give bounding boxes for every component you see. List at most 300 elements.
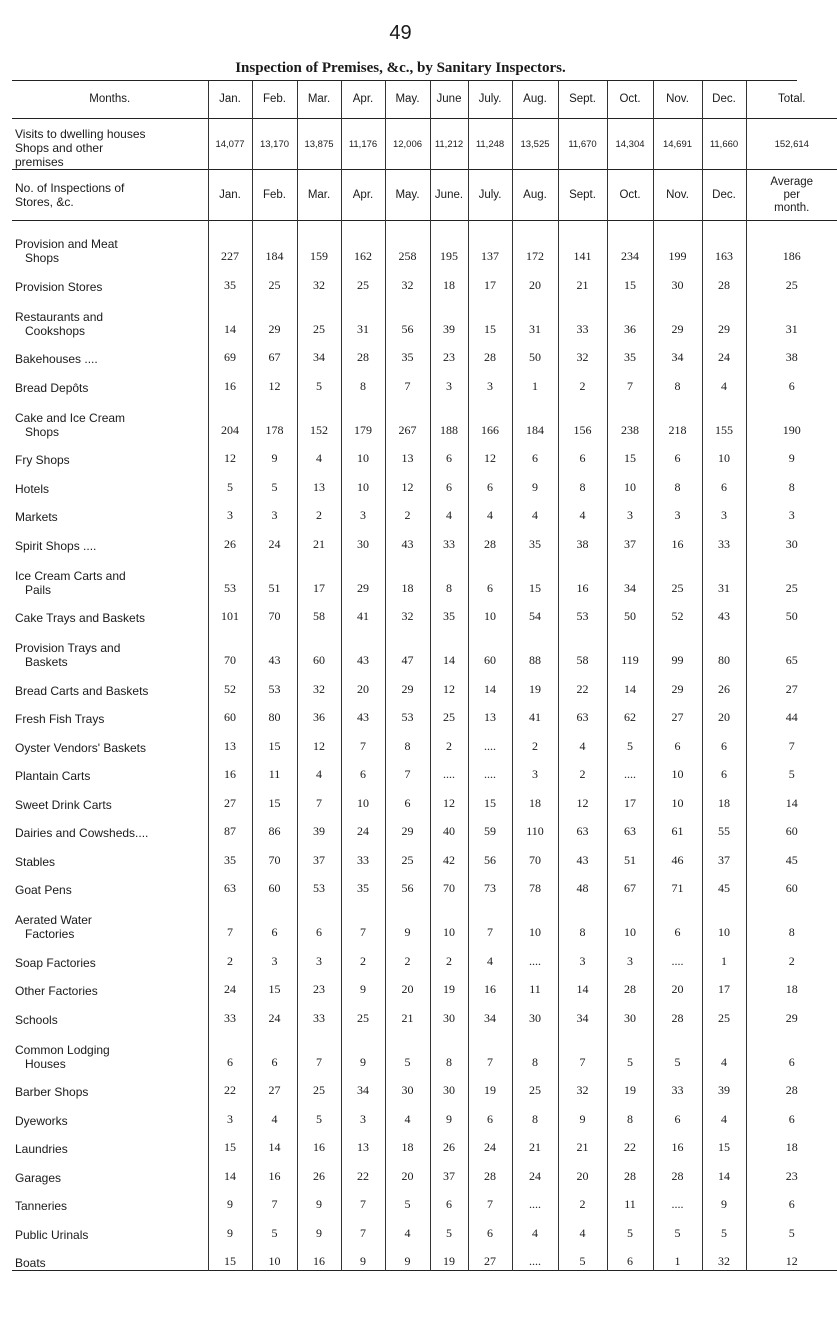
month-value: 19 bbox=[430, 1242, 468, 1271]
row-label-line: Cake Trays and Baskets bbox=[15, 611, 146, 625]
top-rule bbox=[12, 80, 797, 81]
month-value: 38 bbox=[558, 524, 607, 553]
row-label-line: Plantain Carts bbox=[15, 769, 91, 783]
row-label-line: Spirit Shops .... bbox=[15, 538, 97, 553]
month-value: 204 bbox=[208, 395, 252, 439]
table-row bbox=[12, 524, 837, 553]
month-value: 73 bbox=[468, 869, 512, 898]
month-value: 26 bbox=[702, 669, 746, 698]
row-label-line: Cookshops bbox=[25, 323, 86, 338]
month-header: Nov. bbox=[653, 80, 702, 119]
visits-value: 13,170 bbox=[252, 119, 297, 170]
row-label bbox=[12, 669, 208, 698]
month-value: 27 bbox=[653, 698, 702, 727]
row-label-line: Provision and Meat bbox=[15, 237, 118, 251]
month-value: 12 bbox=[208, 439, 252, 468]
month-value: 7 bbox=[385, 755, 430, 784]
month-value: 4 bbox=[512, 1213, 558, 1242]
month-value: 14 bbox=[702, 1156, 746, 1185]
month-value: 218 bbox=[653, 395, 702, 439]
month-value: 8 bbox=[430, 553, 468, 597]
month-value: 62 bbox=[607, 698, 653, 727]
month-header: Sept. bbox=[558, 80, 607, 119]
month-value: 195 bbox=[430, 221, 468, 266]
month-value: 80 bbox=[702, 625, 746, 669]
row-label bbox=[12, 467, 208, 496]
row-label bbox=[12, 1242, 208, 1271]
month-header: Feb. bbox=[252, 80, 297, 119]
month-value: 12 bbox=[558, 783, 607, 812]
month-value: 33 bbox=[430, 524, 468, 553]
month-value: 23 bbox=[430, 338, 468, 367]
row-label-line: Fry Shops bbox=[15, 453, 70, 467]
month-value: .... bbox=[512, 1242, 558, 1271]
table-row bbox=[12, 897, 837, 941]
month-value: 32 bbox=[297, 265, 341, 294]
month-value: 30 bbox=[385, 1071, 430, 1100]
row-label-line: Goat Pens bbox=[15, 883, 72, 897]
month-header: May. bbox=[385, 170, 430, 221]
visits-value: 11,670 bbox=[558, 119, 607, 170]
month-value: 43 bbox=[702, 597, 746, 626]
row-label-line: Laundries bbox=[15, 1142, 68, 1156]
month-value: 50 bbox=[607, 597, 653, 626]
average-value: 45 bbox=[746, 840, 837, 869]
month-value: 53 bbox=[297, 869, 341, 898]
month-value: 15 bbox=[252, 970, 297, 999]
month-value: 15 bbox=[468, 783, 512, 812]
month-value: 25 bbox=[297, 1071, 341, 1100]
row-label bbox=[12, 496, 208, 525]
average-value: 6 bbox=[746, 1027, 837, 1071]
month-value: 179 bbox=[341, 395, 385, 439]
month-value: 8 bbox=[385, 726, 430, 755]
average-value: 31 bbox=[746, 294, 837, 338]
average-value: 65 bbox=[746, 625, 837, 669]
month-value: 6 bbox=[653, 726, 702, 755]
row-label bbox=[12, 625, 208, 669]
month-value: .... bbox=[653, 1185, 702, 1214]
month-value: 227 bbox=[208, 221, 252, 266]
month-value: 24 bbox=[208, 970, 252, 999]
month-value: .... bbox=[468, 755, 512, 784]
visits-label-line: premises bbox=[15, 155, 64, 169]
month-value: 37 bbox=[702, 840, 746, 869]
table-row bbox=[12, 970, 837, 999]
month-value: 25 bbox=[252, 265, 297, 294]
visits-value: 11,248 bbox=[468, 119, 512, 170]
month-value: 188 bbox=[430, 395, 468, 439]
average-value: 18 bbox=[746, 970, 837, 999]
month-value: 234 bbox=[607, 221, 653, 266]
month-value: 23 bbox=[297, 970, 341, 999]
month-value: 5 bbox=[297, 1099, 341, 1128]
month-header: Dec. bbox=[702, 80, 746, 119]
visits-value: 14,691 bbox=[653, 119, 702, 170]
month-value: 29 bbox=[385, 812, 430, 841]
table-row bbox=[12, 553, 837, 597]
table-row bbox=[12, 1099, 837, 1128]
average-value: 28 bbox=[746, 1071, 837, 1100]
month-value: 51 bbox=[252, 553, 297, 597]
month-value: 5 bbox=[252, 1213, 297, 1242]
month-value: 4 bbox=[702, 1099, 746, 1128]
month-value: 15 bbox=[208, 1128, 252, 1157]
row-label-line: Oyster Vendors' Baskets bbox=[15, 740, 147, 755]
month-value: 15 bbox=[252, 783, 297, 812]
month-value: 41 bbox=[512, 698, 558, 727]
inspection-table bbox=[12, 80, 814, 1271]
month-value: 69 bbox=[208, 338, 252, 367]
month-value: 10 bbox=[607, 897, 653, 941]
inspections-label-line: Stores, &c. bbox=[15, 195, 74, 209]
row-label bbox=[12, 783, 208, 812]
month-value: 238 bbox=[607, 395, 653, 439]
row-label bbox=[12, 524, 208, 553]
month-value: 30 bbox=[430, 998, 468, 1027]
month-value: 6 bbox=[702, 755, 746, 784]
month-value: .... bbox=[653, 941, 702, 970]
page-title: Inspection of Premises, &c., by Sanitary Inspectors. bbox=[235, 60, 566, 76]
month-value: 21 bbox=[512, 1128, 558, 1157]
average-value: 50 bbox=[746, 597, 837, 626]
visits-row bbox=[12, 119, 837, 170]
month-value: 18 bbox=[512, 783, 558, 812]
month-value: 18 bbox=[430, 265, 468, 294]
month-value: 5 bbox=[702, 1213, 746, 1242]
month-value: 28 bbox=[468, 1156, 512, 1185]
row-label bbox=[12, 1128, 208, 1157]
row-label bbox=[12, 221, 208, 266]
month-value: 8 bbox=[653, 467, 702, 496]
month-header: Aug. bbox=[512, 80, 558, 119]
month-value: 8 bbox=[558, 467, 607, 496]
average-value: 186 bbox=[746, 221, 837, 266]
row-label-line: Provision Stores bbox=[15, 279, 103, 294]
month-value: 52 bbox=[208, 669, 252, 698]
month-value: 4 bbox=[702, 366, 746, 395]
month-value: 31 bbox=[512, 294, 558, 338]
month-value: 31 bbox=[341, 294, 385, 338]
month-value: 162 bbox=[341, 221, 385, 266]
month-value: 22 bbox=[558, 669, 607, 698]
average-value: 6 bbox=[746, 1099, 837, 1128]
month-value: 10 bbox=[341, 439, 385, 468]
month-value: 2 bbox=[430, 941, 468, 970]
month-value: 101 bbox=[208, 597, 252, 626]
month-value: 30 bbox=[512, 998, 558, 1027]
month-value: 14 bbox=[252, 1128, 297, 1157]
month-value: 9 bbox=[702, 1185, 746, 1214]
month-header: Oct. bbox=[607, 170, 653, 221]
month-value: 6 bbox=[252, 897, 297, 941]
month-value: 21 bbox=[558, 1128, 607, 1157]
row-label-line: Stables bbox=[15, 854, 56, 869]
month-value: 33 bbox=[341, 840, 385, 869]
month-value: 32 bbox=[385, 265, 430, 294]
month-value: 8 bbox=[558, 897, 607, 941]
month-value: 10 bbox=[252, 1242, 297, 1271]
data-table bbox=[12, 80, 837, 1271]
average-value: 25 bbox=[746, 265, 837, 294]
month-value: 16 bbox=[558, 553, 607, 597]
month-value: 166 bbox=[468, 395, 512, 439]
month-value: 5 bbox=[558, 1242, 607, 1271]
month-value: 4 bbox=[558, 496, 607, 525]
month-value: 19 bbox=[430, 970, 468, 999]
row-label bbox=[12, 1071, 208, 1100]
month-value: 2 bbox=[385, 496, 430, 525]
month-header: Apr. bbox=[341, 170, 385, 221]
month-header: Mar. bbox=[297, 170, 341, 221]
month-value: 35 bbox=[385, 338, 430, 367]
month-value: 35 bbox=[430, 597, 468, 626]
month-value: 39 bbox=[430, 294, 468, 338]
month-value: 45 bbox=[702, 869, 746, 898]
month-value: 35 bbox=[208, 265, 252, 294]
month-value: 2 bbox=[297, 496, 341, 525]
month-value: 6 bbox=[252, 1027, 297, 1071]
month-value: 48 bbox=[558, 869, 607, 898]
row-label bbox=[12, 439, 208, 468]
month-value: 159 bbox=[297, 221, 341, 266]
month-value: 39 bbox=[702, 1071, 746, 1100]
month-value: 70 bbox=[512, 840, 558, 869]
month-value: 47 bbox=[385, 625, 430, 669]
average-value: 8 bbox=[746, 897, 837, 941]
visits-label bbox=[12, 119, 208, 170]
month-value: 15 bbox=[468, 294, 512, 338]
row-label-line: Markets bbox=[15, 510, 58, 524]
row-label bbox=[12, 553, 208, 597]
visits-value: 13,875 bbox=[297, 119, 341, 170]
month-value: 35 bbox=[341, 869, 385, 898]
month-value: 43 bbox=[252, 625, 297, 669]
row-label-line: Restaurants and bbox=[15, 309, 104, 324]
month-header: July. bbox=[468, 80, 512, 119]
month-value: 12 bbox=[385, 467, 430, 496]
average-value: 60 bbox=[746, 812, 837, 841]
month-value: 17 bbox=[297, 553, 341, 597]
month-value: 34 bbox=[558, 998, 607, 1027]
row-label-line: Bakehouses .... bbox=[15, 352, 98, 366]
table-row bbox=[12, 467, 837, 496]
month-value: 4 bbox=[385, 1099, 430, 1128]
table-row bbox=[12, 869, 837, 898]
month-value: 5 bbox=[430, 1213, 468, 1242]
month-value: 86 bbox=[252, 812, 297, 841]
month-value: 7 bbox=[468, 1027, 512, 1071]
row-label-line: Sweet Drink Carts bbox=[15, 797, 112, 812]
month-value: 43 bbox=[558, 840, 607, 869]
month-value: 7 bbox=[297, 1027, 341, 1071]
month-value: 19 bbox=[468, 1071, 512, 1100]
month-value: 4 bbox=[468, 496, 512, 525]
month-value: 3 bbox=[653, 496, 702, 525]
month-value: 13 bbox=[208, 726, 252, 755]
month-value: 3 bbox=[208, 496, 252, 525]
month-value: 13 bbox=[297, 467, 341, 496]
month-value: 36 bbox=[607, 294, 653, 338]
month-value: 2 bbox=[430, 726, 468, 755]
table-row bbox=[12, 496, 837, 525]
average-value: 3 bbox=[746, 496, 837, 525]
month-header: Feb. bbox=[252, 170, 297, 221]
month-value: 16 bbox=[468, 970, 512, 999]
month-value: 6 bbox=[468, 1213, 512, 1242]
month-value: 9 bbox=[252, 439, 297, 468]
month-value: 6 bbox=[208, 1027, 252, 1071]
month-value: 21 bbox=[558, 265, 607, 294]
month-header: July. bbox=[468, 170, 512, 221]
month-value: 9 bbox=[208, 1213, 252, 1242]
month-value: 3 bbox=[208, 1099, 252, 1128]
row-label bbox=[12, 597, 208, 626]
month-value: 25 bbox=[341, 998, 385, 1027]
table-row bbox=[12, 221, 837, 266]
average-value: 30 bbox=[746, 524, 837, 553]
average-header-line: month. bbox=[774, 201, 810, 214]
month-value: 33 bbox=[702, 524, 746, 553]
table-row bbox=[12, 698, 837, 727]
month-value: 110 bbox=[512, 812, 558, 841]
table-row bbox=[12, 1071, 837, 1100]
month-value: 67 bbox=[607, 869, 653, 898]
month-value: 6 bbox=[607, 1242, 653, 1271]
months-label: Months. bbox=[89, 93, 131, 105]
month-value: 3 bbox=[297, 941, 341, 970]
month-value: 184 bbox=[252, 221, 297, 266]
month-value: 70 bbox=[430, 869, 468, 898]
month-value: 6 bbox=[653, 897, 702, 941]
month-value: 10 bbox=[512, 897, 558, 941]
month-value: 6 bbox=[341, 755, 385, 784]
month-value: 28 bbox=[341, 338, 385, 367]
month-value: 87 bbox=[208, 812, 252, 841]
month-value: 3 bbox=[512, 755, 558, 784]
month-value: 53 bbox=[385, 698, 430, 727]
row-label bbox=[12, 755, 208, 784]
month-value: 6 bbox=[468, 467, 512, 496]
table-row bbox=[12, 1128, 837, 1157]
row-label bbox=[12, 1213, 208, 1242]
months-header-row bbox=[12, 80, 837, 119]
month-value: 14 bbox=[468, 669, 512, 698]
month-value: 10 bbox=[702, 897, 746, 941]
month-value: 70 bbox=[252, 840, 297, 869]
month-value: 172 bbox=[512, 221, 558, 266]
row-label-line: Shops bbox=[25, 251, 60, 265]
month-header: Oct. bbox=[607, 80, 653, 119]
average-value: 60 bbox=[746, 869, 837, 898]
month-value: 34 bbox=[607, 553, 653, 597]
month-value: 6 bbox=[297, 897, 341, 941]
month-value: 53 bbox=[558, 597, 607, 626]
month-value: 2 bbox=[385, 941, 430, 970]
visits-value: 11,212 bbox=[430, 119, 468, 170]
month-value: 9 bbox=[297, 1213, 341, 1242]
average-header-line: Average bbox=[770, 175, 814, 188]
month-value: 33 bbox=[208, 998, 252, 1027]
month-value: 30 bbox=[430, 1071, 468, 1100]
month-value: 3 bbox=[468, 366, 512, 395]
month-value: 29 bbox=[252, 294, 297, 338]
month-value: 6 bbox=[653, 1099, 702, 1128]
month-value: 7 bbox=[558, 1027, 607, 1071]
month-value: 19 bbox=[512, 669, 558, 698]
month-value: 4 bbox=[468, 941, 512, 970]
month-value: 4 bbox=[430, 496, 468, 525]
month-value: 5 bbox=[385, 1027, 430, 1071]
month-value: 24 bbox=[468, 1128, 512, 1157]
row-label bbox=[12, 395, 208, 439]
month-value: 14 bbox=[558, 970, 607, 999]
month-value: 5 bbox=[607, 1027, 653, 1071]
row-label bbox=[12, 1027, 208, 1071]
month-value: 29 bbox=[385, 669, 430, 698]
month-value: 2 bbox=[558, 366, 607, 395]
month-value: 9 bbox=[341, 970, 385, 999]
row-label-line: Tanneries bbox=[15, 1199, 68, 1213]
month-value: 9 bbox=[558, 1099, 607, 1128]
month-value: 53 bbox=[252, 669, 297, 698]
month-value: 27 bbox=[252, 1071, 297, 1100]
month-value: 10 bbox=[341, 783, 385, 812]
month-value: 46 bbox=[653, 840, 702, 869]
average-value: 7 bbox=[746, 726, 837, 755]
month-value: 58 bbox=[297, 597, 341, 626]
table-row bbox=[12, 1185, 837, 1214]
table-row bbox=[12, 338, 837, 367]
month-value: 4 bbox=[385, 1213, 430, 1242]
row-label-line: Common Lodging bbox=[15, 1042, 110, 1057]
month-value: 5 bbox=[385, 1185, 430, 1214]
month-value: 32 bbox=[702, 1242, 746, 1271]
month-value: 2 bbox=[558, 1185, 607, 1214]
month-header: Aug. bbox=[512, 170, 558, 221]
table-row bbox=[12, 395, 837, 439]
average-value: 29 bbox=[746, 998, 837, 1027]
month-value: 7 bbox=[607, 366, 653, 395]
month-value: 52 bbox=[653, 597, 702, 626]
month-value: 99 bbox=[653, 625, 702, 669]
month-value: 56 bbox=[468, 840, 512, 869]
month-value: 60 bbox=[252, 869, 297, 898]
month-value: 141 bbox=[558, 221, 607, 266]
month-value: 29 bbox=[653, 294, 702, 338]
month-value: 56 bbox=[385, 869, 430, 898]
month-value: 58 bbox=[558, 625, 607, 669]
row-label bbox=[12, 1156, 208, 1185]
month-value: 8 bbox=[512, 1099, 558, 1128]
month-value: 3 bbox=[252, 496, 297, 525]
month-value: 6 bbox=[702, 726, 746, 755]
month-value: 9 bbox=[512, 467, 558, 496]
month-value: .... bbox=[468, 726, 512, 755]
month-value: 10 bbox=[653, 755, 702, 784]
month-value: 15 bbox=[607, 265, 653, 294]
month-value: 6 bbox=[468, 553, 512, 597]
row-label bbox=[12, 897, 208, 941]
month-value: 18 bbox=[385, 1128, 430, 1157]
month-value: 6 bbox=[558, 439, 607, 468]
month-value: 16 bbox=[297, 1128, 341, 1157]
month-value: 7 bbox=[297, 783, 341, 812]
row-label bbox=[12, 812, 208, 841]
month-value: 12 bbox=[252, 366, 297, 395]
table-row bbox=[12, 625, 837, 669]
table-row bbox=[12, 1242, 837, 1271]
